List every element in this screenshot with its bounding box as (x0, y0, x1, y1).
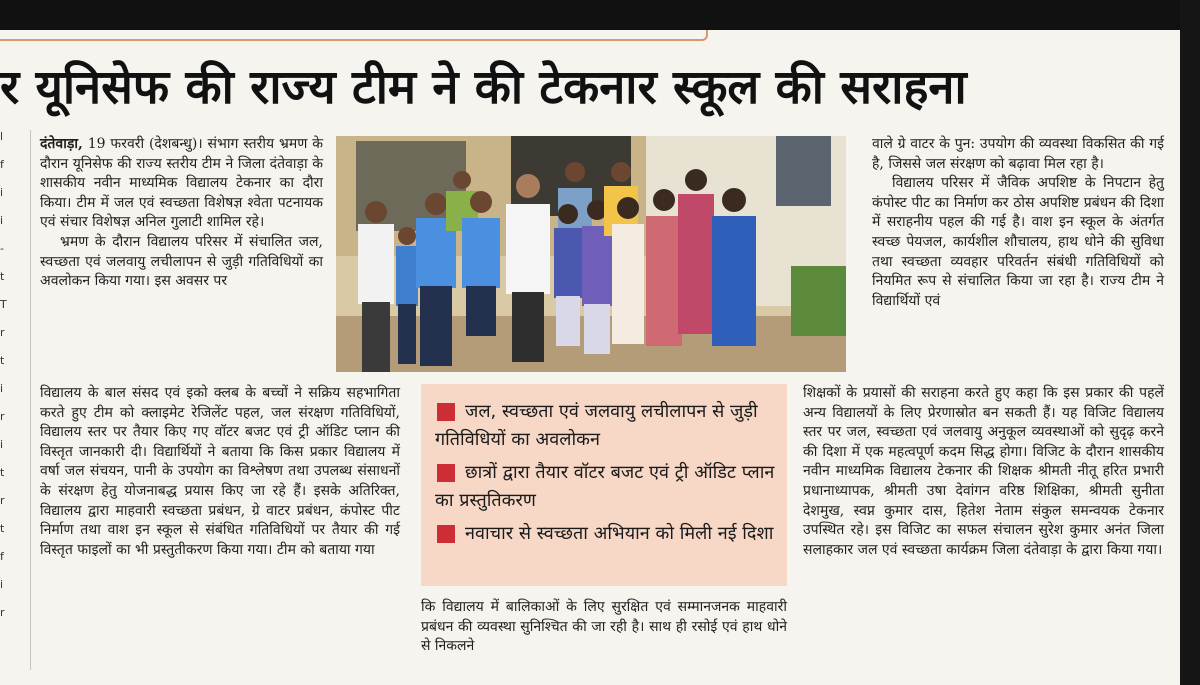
highlight-1: जल, स्वच्छता एवं जलवायु लचीलापन से जुड़ी गतिविधियों का अवलोकन (435, 401, 758, 450)
highlight-2: छात्रों द्वारा तैयार वॉटर बजट एवं ट्री ऑडिट प्लान का प्रस्तुतिकरण (435, 462, 775, 511)
article-column-1 (40, 135, 323, 292)
paragraph-5: वाले ग्रे वाटर के पुन: उपयोग की व्यवस्था विकसित की गई है, जिससे जल संरक्षण को बढ़ावा मिल रहा है। (872, 136, 1164, 172)
article-column-2 (421, 598, 787, 657)
article-column-3 (872, 135, 1164, 311)
paragraph-1: दंतेवाड़ा, 19 फरवरी (देशबन्धु)। संभाग स्तरीय भ्रमण के दौरान यूनिसेफ की राज्य स्तरीय टीम ने जिला दंतेवाड़ा के शासकीय नवीन माध्यमिक विद्यालय टेकनार का दौरा किया। टीम में जल एवं स्वच्छता विशेषज्ञ श्वेता पटनायक एवं संचार विशेषज्ञ अनिल गुलाटी शामिल रहे। (40, 136, 323, 231)
article-column-1-continued (40, 384, 400, 560)
paragraph-2: भ्रमण के दौरान विद्यालय परिसर में संचालित जल, स्वच्छता एवं जलवायु लचीलापन से जुड़ी गतिविधियों का अवलोकन किया गया। इस अवसर पर (40, 233, 323, 290)
group-photo (336, 136, 846, 372)
cropped-left-column: l f i i - t T r t i r i t r t f i r (0, 130, 7, 619)
paragraph-3: विद्यालय के बाल संसद एवं इको क्लब के बच्चों ने सक्रिय सहभागिता करते हुए टीम को क्लाइमेट रेजिलेंट पहल, जल संरक्षण गतिविधियों, विद्यालय स्तर पर तैयार किए गए वॉटर बजट एवं ट्री ऑडिट प्लान की विस्तृत जानकारी दी। विद्यार्थियों ने बताया कि किस प्रकार विद्यालय में वर्षा जल संचयन, पानी के उपयोग का विश्लेषण तथा उपलब्ध संसाधनों के संरक्षण हेतु योजनाबद्ध प्रयास किए जा रहे हैं। इसके अतिरिक्त, विद्यालय द्वारा माहवारी स्वच्छता प्रबंधन, ग्रे वाटर प्रबंधन, कंपोस्ट पीट निर्माण तथा वाश इन स्कूल से संबंधित गतिविधियों पर तैयार की गई विस्तृत फाइलों का भी प्रस्तुतीकरण किया गया। टीम को बताया गया (40, 385, 400, 558)
column-divider (30, 130, 31, 670)
paragraph-7: शिक्षकों के प्रयासों की सराहना करते हुए कहा कि इस प्रकार की पहलें अन्य विद्यालयों के लिए प्रेरणास्रोत बन सकती हैं। यह विजिट विद्यालय स्तर पर जल, स्वच्छता एवं जलवायु अनुकूल व्यवस्थाओं को सुदृढ़ करने की दिशा में एक महत्वपूर्ण कदम सिद्ध होगा। विजिट के दौरान शासकीय नवीन माध्यमिक विद्यालय टेकनार की शिक्षक श्रीमती नीतू हरित प्रभारी प्रधानाध्यापक, श्रीमती उषा देवांगन वरिष्ठ शिक्षिका, श्रीमती सुनीता देशमुख, स्वप्न कुमार दास, हितेश नेताम संकुल समन्वयक टेकनार उपस्थित रहे। इस विजिट का सफल संचालन सुरेश कुमार अनंत जिला सलाहकार जल एवं स्वच्छता कार्यक्रम जिला दंतेवाड़ा के द्वारा किया गया। (803, 385, 1164, 558)
headline: र यूनिसेफ की राज्य टीम ने की टेकनार स्कूल की सराहना (0, 60, 967, 115)
paragraph-6: विद्यालय परिसर में जैविक अपशिष्ट के निपटान हेतु कंपोस्ट पीट का निर्माण कर ठोस अपशिष्ट प्रबंधन की दिशा में सराहनीय पहल की गई है। वाश इन स्कूल के अंतर्गत स्वच्छ पेयजल, कार्यशील शौचालय, हाथ धोने की सुविधा तथा स्वच्छता व्यवहार परिवर्तन संबंधी गतिविधियों को नियमित रूप से संचालित किया जा रहा है। राज्य टीम ने विद्यार्थियों एवं (872, 175, 1164, 309)
dateline: दंतेवाड़ा, (40, 136, 83, 152)
section-rule (0, 30, 708, 41)
highlights-box (421, 384, 787, 586)
paragraph-4: कि विद्यालय में बालिकाओं के लिए सुरक्षित एवं सम्मानजनक माहवारी प्रबंधन की व्यवस्था सुनिश्चित की जा रही है। साथ ही रसोई एवं हाथ धोने से निकलने (421, 599, 787, 655)
article-column-3-continued (803, 384, 1164, 560)
right-dark-band (1180, 0, 1200, 685)
highlight-3: नवाचार से स्वच्छता अभियान को मिली नई दिशा (465, 523, 774, 544)
top-dark-band (0, 0, 1200, 30)
photo-illustration (336, 136, 846, 372)
